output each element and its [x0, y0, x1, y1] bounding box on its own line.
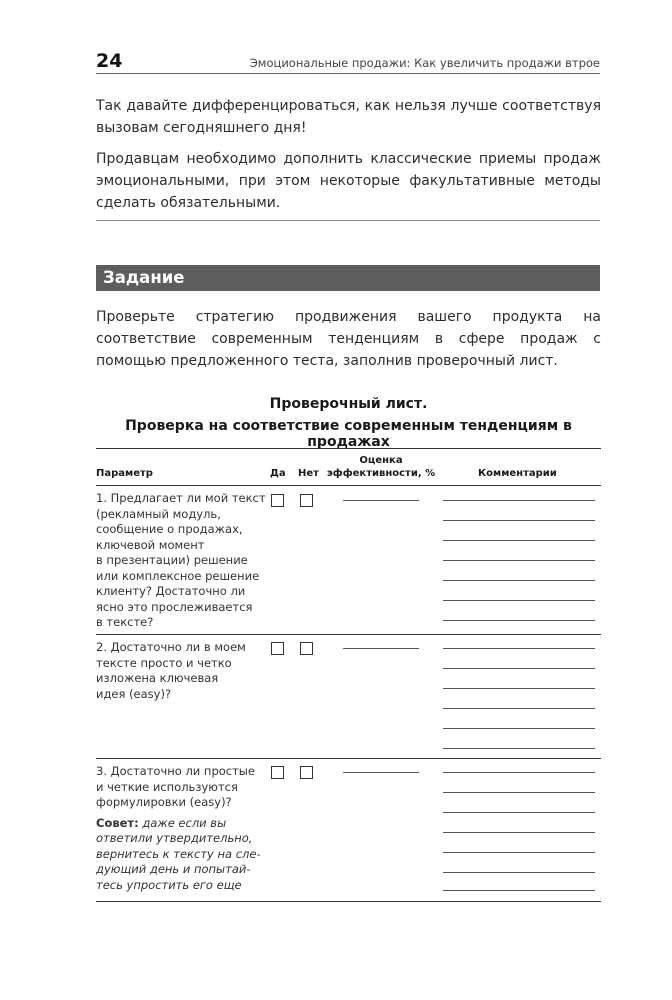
- question-2-comment-line[interactable]: [443, 708, 595, 709]
- column-header-yes: Да: [270, 468, 286, 479]
- question-2-comment-line[interactable]: [443, 648, 595, 649]
- question-1-comment-line[interactable]: [443, 580, 595, 581]
- column-header-efficiency: Оценка эффективности, %: [326, 455, 436, 479]
- question-3-comment-line[interactable]: [443, 890, 595, 891]
- intro-paragraph-2: Продавцам необходимо дополнить классические приемы продаж эмоциональными, при этом некоторые факультативные методы сделать обязательными.: [96, 151, 601, 211]
- question-1-comment-line[interactable]: [443, 540, 595, 541]
- task-text: Проверьте стратегию продвижения вашего продукта на соответствие современным тенденциям в сфере продаж с помощью предложенного теста, заполнив проверочный лист.: [96, 309, 601, 369]
- running-title: Эмоциональные продажи: Как увеличить продажи втрое: [249, 56, 600, 70]
- question-2-no-checkbox[interactable]: [300, 642, 313, 655]
- question-1-comment-line[interactable]: [443, 500, 595, 501]
- question-3-text: 3. Достаточно ли простые и четкие используются формулировки (easy)? Совет: даже если вы ответили утвердительно, вернитесь к тексту на сле- дующий день и попытай- тесь упростить его еще: [96, 764, 266, 893]
- question-1-efficiency-field[interactable]: [343, 500, 419, 501]
- question-3-yes-checkbox[interactable]: [271, 766, 284, 779]
- question-3-comment-line[interactable]: [443, 852, 595, 853]
- header-divider: [96, 73, 600, 74]
- table-header-border: [96, 485, 601, 486]
- row-divider: [96, 758, 601, 759]
- section-divider: [96, 220, 600, 221]
- question-2-comment-line[interactable]: [443, 728, 595, 729]
- question-1-text: 1. Предлагает ли мой текст (рекламный модуль, сообщение о продажах, ключевой момент в презентации) решение или комплексное решение клиенту? Достаточно ли ясно это прослеживается в тексте?: [96, 491, 266, 629]
- column-header-no: Нет: [298, 468, 319, 479]
- question-1-no-checkbox[interactable]: [300, 494, 313, 507]
- question-3-comment-line[interactable]: [443, 792, 595, 793]
- intro-paragraph-1: Так давайте дифференцироваться, как нельзя лучше соответствуя вызовам сегодняшнего дня!: [96, 98, 601, 136]
- column-header-parameter: Параметр: [96, 468, 153, 479]
- question-2-comment-line[interactable]: [443, 668, 595, 669]
- question-3-no-checkbox[interactable]: [300, 766, 313, 779]
- question-1-comment-line[interactable]: [443, 620, 595, 621]
- question-2-comment-line[interactable]: [443, 748, 595, 749]
- question-1-comment-line[interactable]: [443, 560, 595, 561]
- question-1-comment-line[interactable]: [443, 520, 595, 521]
- question-2-comment-line[interactable]: [443, 688, 595, 689]
- checklist-title: Проверочный лист.: [269, 396, 428, 412]
- question-2-yes-checkbox[interactable]: [271, 642, 284, 655]
- column-header-comments: Комментарии: [478, 468, 557, 479]
- question-3-comment-line[interactable]: [443, 832, 595, 833]
- question-1-yes-checkbox[interactable]: [271, 494, 284, 507]
- row-divider: [96, 634, 601, 635]
- question-3-comment-line[interactable]: [443, 812, 595, 813]
- question-3-comment-line[interactable]: [443, 772, 595, 773]
- task-heading: Задание: [103, 268, 185, 287]
- table-top-border: [96, 448, 601, 449]
- question-1-comment-line[interactable]: [443, 600, 595, 601]
- task-heading-bar: [96, 265, 600, 291]
- advice-note: Совет: даже если вы: [96, 815, 227, 830]
- table-bottom-border: [96, 901, 601, 902]
- question-3-efficiency-field[interactable]: [343, 772, 419, 773]
- question-2-text: 2. Достаточно ли в моем тексте просто и четко изложена ключевая идея (easy)?: [96, 640, 246, 701]
- page-number: 24: [96, 50, 123, 72]
- question-3-comment-line[interactable]: [443, 872, 595, 873]
- checklist-subtitle: Проверка на соответствие современным тенденциям в продажах: [125, 418, 572, 450]
- question-2-efficiency-field[interactable]: [343, 648, 419, 649]
